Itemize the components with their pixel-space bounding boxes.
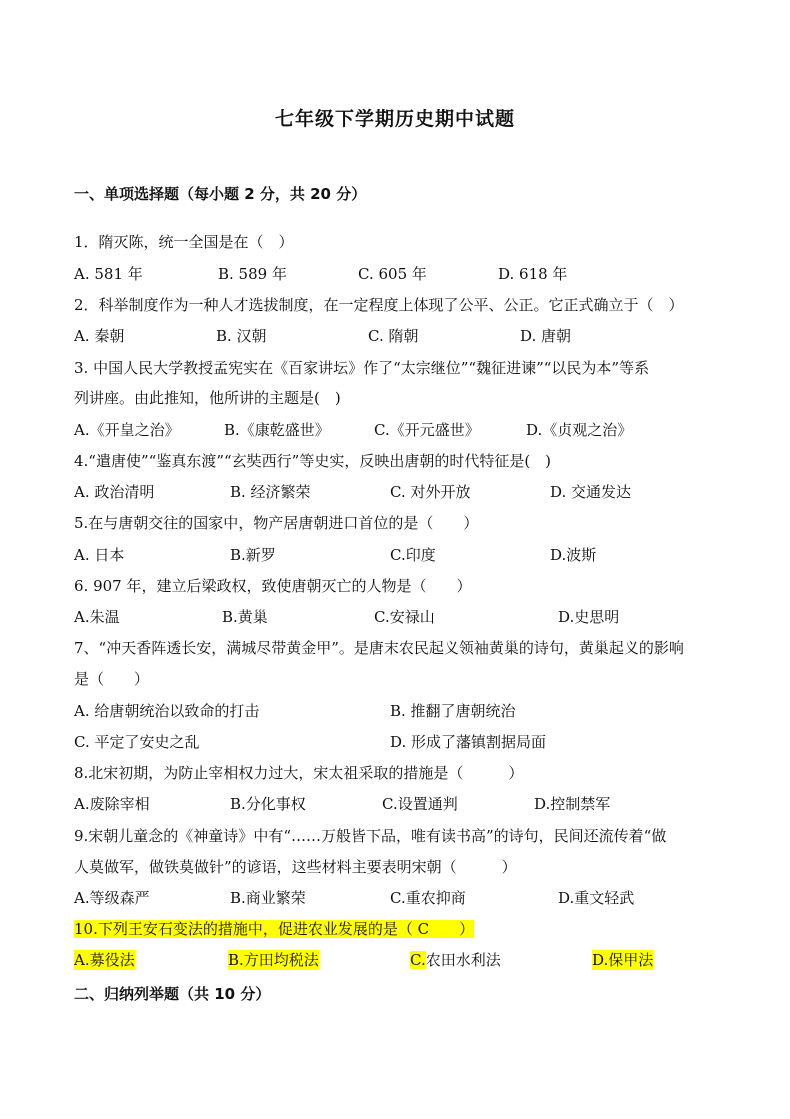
question-3-option-c: C.《开元盛世》	[374, 421, 480, 439]
question-4: 4.“遣唐使”“鉴真东渡”“玄奘西行”等史实，反映出唐朝的时代特征是( )	[74, 452, 552, 470]
question-8-option-d: D.控制禁军	[534, 795, 611, 813]
question-7: 7、“冲天香阵透长安，满城尽带黄金甲”。是唐末农民起义领袖黄巢的诗句，黄巢起义的影响	[74, 639, 684, 657]
question-6: 6. 907 年，建立后梁政权，致使唐朝灭亡的人物是（ ）	[74, 577, 472, 595]
question-3: 3. 中国人民大学教授孟宪实在《百家讲坛》作了“太宗继位”“魏征进谏”“以民为本”等系	[74, 359, 650, 377]
question-9-option-c: C.重农抑商	[390, 889, 466, 907]
question-1-option-d: D. 618 年	[498, 265, 568, 283]
question-10	[74, 919, 474, 939]
question-10-option-d: D.保甲法	[592, 951, 654, 969]
question-6-option-d: D.史思明	[558, 608, 620, 626]
question-8-option-b: B.分化事权	[230, 795, 306, 813]
question-2: 2．科举制度作为一种人才选拔制度，在一定程度上体现了公平、公正。它正式确立于（ ）	[74, 296, 684, 314]
question-7-option-b: B. 推翻了唐朝统治	[390, 702, 516, 720]
question-3-option-d: D.《贞观之治》	[526, 421, 633, 439]
question-5-option-d: D.波斯	[550, 546, 597, 564]
question-4-option-c: C. 对外开放	[390, 483, 471, 501]
question-5-option-c: C.印度	[390, 546, 436, 564]
question-10-text-highlight: 10.下列王安石变法的措施中，促进农业发展的是（ C ）	[74, 920, 475, 938]
question-4-option-a: A. 政治清明	[74, 483, 155, 501]
question-9-option-b: B.商业繁荣	[230, 889, 306, 907]
question-7-continued: 是（ ）	[74, 670, 150, 688]
section-heading-summary: 二、归纳列举题（共 10 分）	[74, 985, 271, 1003]
question-9-option-d: D.重文轻武	[558, 889, 635, 907]
question-2-option-c: C. 隋朝	[368, 327, 419, 345]
question-6-option-a: A.朱温	[74, 608, 120, 626]
question-9-continued: 人莫做军，做铁莫做针”的谚语，这些材料主要表明宋朝（ ）	[74, 858, 517, 876]
question-10-option-b: B.方田均税法	[228, 951, 319, 969]
question-2-option-b: B. 汉朝	[216, 327, 267, 345]
question-10-option-a: A.募役法	[74, 951, 135, 969]
question-7-option-c: C. 平定了安史之乱	[74, 733, 200, 751]
question-5: 5.在与唐朝交往的国家中，物产居唐朝进口首位的是（ ）	[74, 514, 479, 532]
question-5-option-b: B.新罗	[230, 546, 276, 564]
question-2-option-a: A. 秦朝	[74, 327, 125, 345]
question-1: 1．隋灭陈，统一全国是在（ ）	[74, 233, 294, 251]
question-3-continued: 列讲座。由此推知，他所讲的主题是( )	[74, 389, 341, 407]
page-title: 七年级下学期历史期中试题	[274, 108, 515, 130]
question-10-option-c-text: 农田水利法	[425, 951, 501, 969]
question-1-option-a: A. 581 年	[74, 265, 143, 283]
question-6-option-c: C.安禄山	[374, 608, 435, 626]
section-heading-single-choice: 一、单项选择题（每小题 2 分，共 20 分）	[74, 185, 367, 203]
question-4-option-b: B. 经济繁荣	[230, 483, 311, 501]
question-4-option-d: D. 交通发达	[550, 483, 632, 501]
question-5-option-a: A. 日本	[74, 546, 125, 564]
question-1-option-c: C. 605 年	[358, 265, 427, 283]
question-8-option-a: A.废除宰相	[74, 795, 150, 813]
question-2-option-d: D. 唐朝	[520, 327, 572, 345]
question-1-option-b: B. 589 年	[218, 265, 287, 283]
question-6-option-b: B.黄巢	[222, 608, 268, 626]
question-9: 9.宋朝儿童念的《神童诗》中有“……万般皆下品，唯有读书高”的诗句，民间还流传着“做	[74, 827, 667, 845]
question-3-option-a: A.《开皇之治》	[74, 421, 180, 439]
question-8-option-c: C.设置通判	[382, 795, 458, 813]
question-10-option-c	[410, 950, 501, 970]
question-10-option-c-letter: C.	[410, 951, 426, 969]
question-3-option-b: B.《康乾盛世》	[224, 421, 330, 439]
question-7-option-d: D. 形成了藩镇割据局面	[390, 733, 547, 751]
question-7-option-a: A. 给唐朝统治以致命的打击	[74, 702, 260, 720]
question-8: 8.北宋初期，为防止宰相权力过大，宋太祖采取的措施是（ ）	[74, 764, 524, 782]
question-9-option-a: A.等级森严	[74, 889, 150, 907]
